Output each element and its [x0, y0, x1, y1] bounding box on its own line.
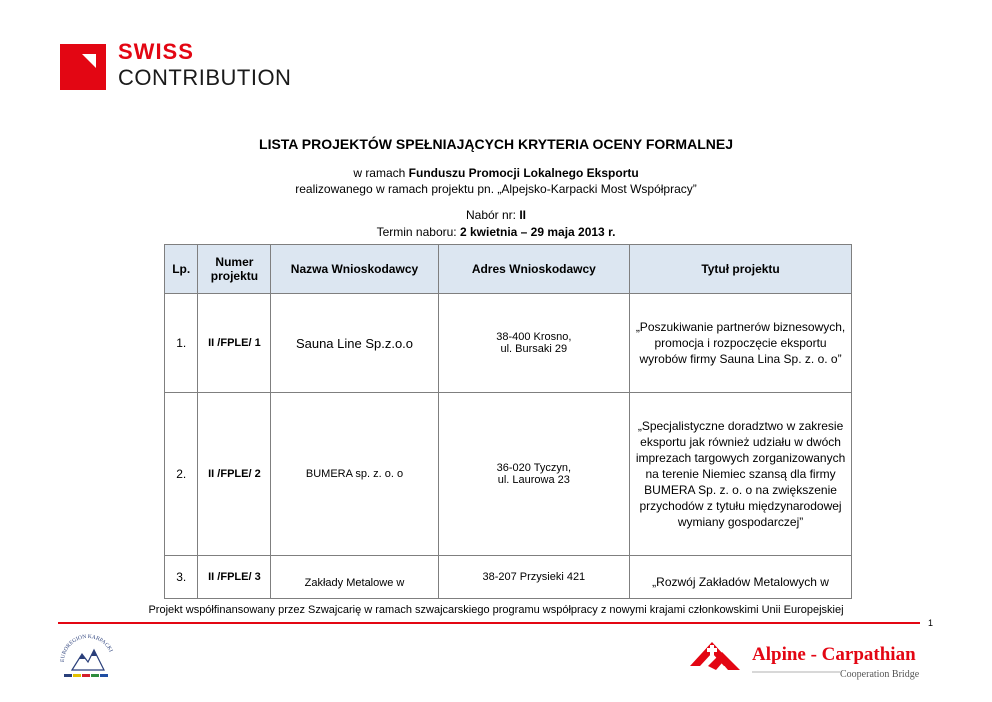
document-title: LISTA PROJEKTÓW SPEŁNIAJĄCYCH KRYTERIA OCENY FORMALNEJ — [259, 136, 733, 152]
cell-applicant-name: Sauna Line Sp.z.o.o — [271, 294, 438, 393]
table-header-row — [165, 245, 852, 294]
subtitle-line-1: w ramach Funduszu Promocji Lokalnego Eksportu — [353, 166, 639, 180]
footer-divider — [58, 622, 920, 624]
cell-applicant-address: 38-400 Krosno, ul. Bursaki 29 — [438, 294, 630, 393]
cell-applicant-address: 36-020 Tyczyn, ul. Laurowa 23 — [438, 393, 630, 556]
table-row — [165, 393, 852, 556]
header-applicant-address: Adres Wnioskodawcy — [438, 245, 630, 294]
cooperation-bridge-text: Cooperation Bridge — [840, 669, 920, 680]
cell-project-title: „Specjalistyczne doradztwo w zakresie eksportu jak również udziału w dwóch imprezach targowych zorganizowanych na terenie Niemiec szansą dla firmy BUMERA Sp. z. o. o na zwiększenie przychodów z tytułu międzynarodowej wymiany gospodarczej” — [630, 393, 852, 556]
projects-table — [164, 244, 852, 599]
cell-project-title: „Rozwój Zakładów Metalowych w — [630, 556, 852, 599]
cell-applicant-name: Zakłady Metalowe w — [271, 556, 438, 599]
euroregion-logo-icon — [56, 632, 120, 684]
cell-project-number: II /FPLE/ 3 — [198, 556, 271, 599]
table-row — [165, 556, 852, 599]
call-period: Termin naboru: 2 kwietnia – 29 maja 2013 r. — [376, 225, 616, 239]
header-project-title: Tytuł projektu — [630, 245, 852, 294]
cofinancing-note: Projekt współfinansowany przez Szwajcarię w ramach szwajcarskiego programu współpracy z nowymi krajami członkowskimi Unii Europejskiej — [148, 604, 844, 616]
logo-contribution: CONTRIBUTION — [118, 65, 292, 90]
cell-applicant-name: BUMERA sp. z. o. o — [271, 393, 438, 556]
alpine-carpathian-name: Alpine - Carpathian — [752, 644, 916, 665]
header-project-number: Numer projektu — [198, 245, 271, 294]
cell-project-number: II /FPLE/ 1 — [198, 294, 271, 393]
subtitle-line-2: realizowanego w ramach projektu pn. „Alpejsko-Karpacki Most Współpracy” — [295, 182, 697, 196]
cell-lp: 3. — [165, 556, 198, 599]
cell-applicant-address: 38-207 Przysieki 421 — [438, 556, 630, 599]
page-number: 1 — [928, 618, 934, 628]
cell-lp: 2. — [165, 393, 198, 556]
cell-project-title: „Poszukiwanie partnerów biznesowych, promocja i rozpoczęcie eksportu wyrobów firmy Sauna Lina Sp. z. o. o” — [630, 294, 852, 393]
svg-text:EUROREGION KARPACKI: EUROREGION KARPACKI — [59, 633, 114, 663]
table-row — [165, 294, 852, 393]
cell-project-number: II /FPLE/ 2 — [198, 393, 271, 556]
header-applicant-name: Nazwa Wnioskodawcy — [271, 245, 438, 294]
logo-swiss: SWISS — [118, 39, 194, 64]
header-lp: Lp. — [165, 245, 198, 294]
swiss-logo-mark — [60, 44, 106, 90]
call-number: Nabór nr: II — [465, 208, 527, 222]
cell-lp: 1. — [165, 294, 198, 393]
